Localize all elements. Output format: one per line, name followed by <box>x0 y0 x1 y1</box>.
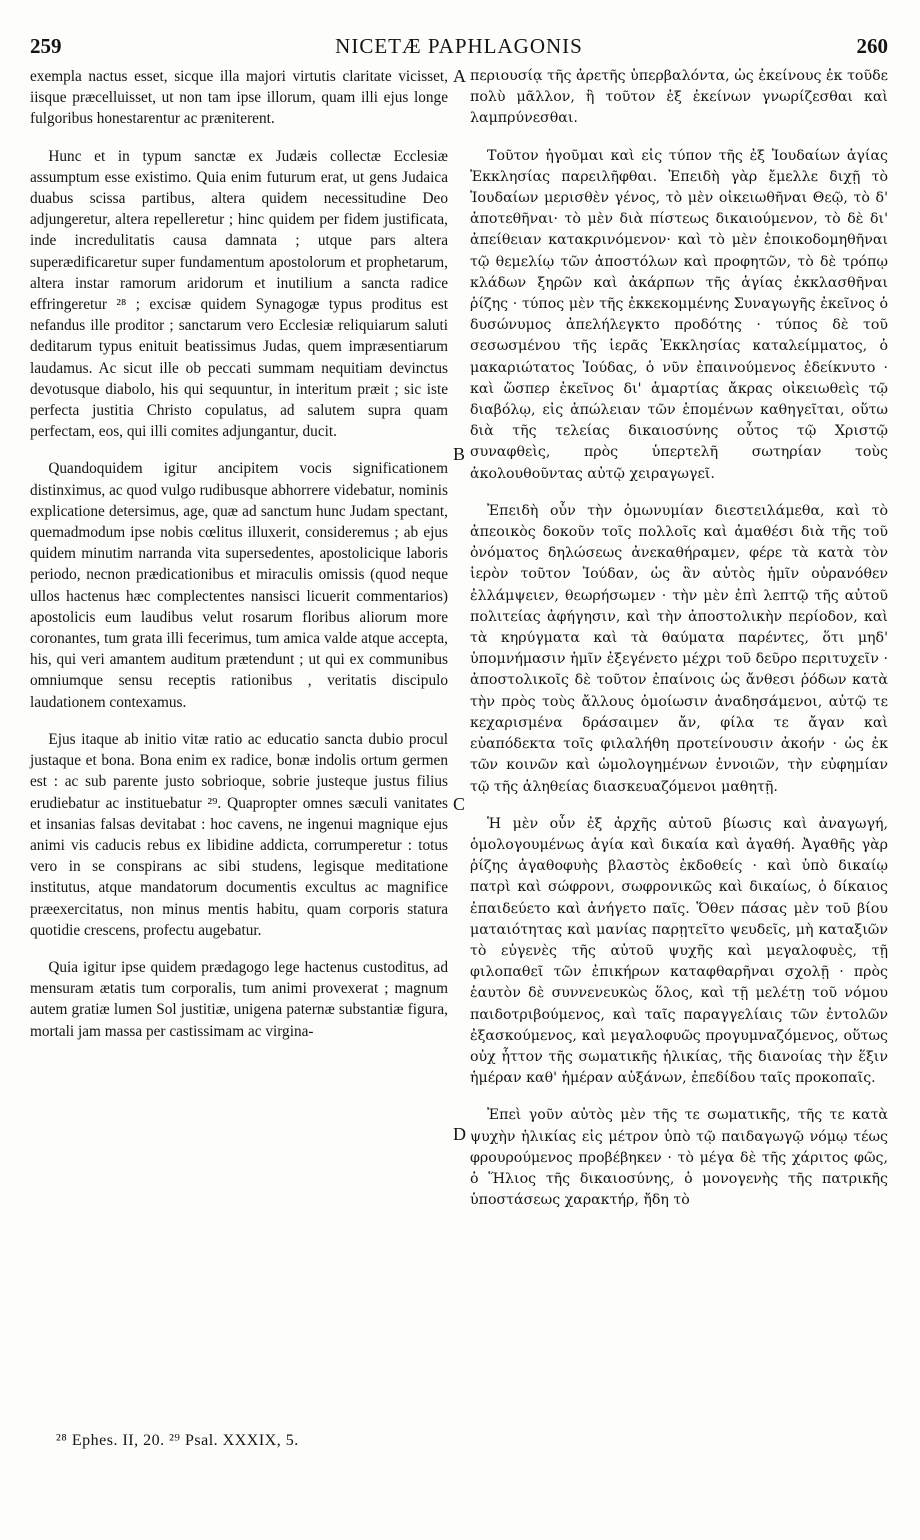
greek-column <box>470 66 888 1227</box>
margin-marker-d: D <box>453 1124 466 1144</box>
margin-marker-a: A <box>453 66 466 86</box>
greek-paragraph: Ἐπειδὴ οὖν τὴν ὁμωνυμίαν διεστειλάμεθα, καὶ τὸ ἀπεοικὸς δοκοῦν τοῖς πολλοῖς καὶ ἀμαθέσι διὰ τῆς τοῦ ὀνόματος δηλώσεως ἀνεκαθήραμεν, φέρε τὰ κατὰ τὸν ἱερὸν τοῦτον Ἰούδαν, ὡς ἂν αὐτὸς ἡμῖν οὐρανόθεν ἐλλάμψειεν, θεωρήσωμεν · τὴν μὲν ἐπὶ λεπτῷ τῆς αὐτοῦ πολιτείας ἀφήγησιν, καὶ τὴν ἀποστολικὴν περίοδον, καὶ τὰ κηρύγματα καὶ τὰ θαύματα παρέντες, ὅτι μηδ' ὑπομνήμασιν ἡμῖν ἐξεγένετο μέχρι τοῦ δεῦρο περιτυχεῖν · ἀποστολικοῖς δὲ τοῦτον ἐπαίνοις ὡς ἄνθεσι ῥόδων κατὰ τὴν πρὸς τοὺς ἄλλους ὁμοίωσιν ἀναδησάμενοι, αὐτῷ τε κεχαρισμένα δράσαιμεν ἄν, φίλα τε ἄγαν καὶ εὐαπόδεκτα τοῖς φιλαλήθη προτείνουσιν ἀκοήν · ὡς ἐκ τῶν κοινῶν καὶ ὡμολογημένων ἐννοιῶν, τὴν εὐφημίαν τῷ τῆς ἀληθείας διασκευαζόμενοι μαθητῇ. <box>470 502 888 795</box>
margin-marker-b: B <box>453 444 466 464</box>
footnotes: ²⁸ Ephes. II, 20. ²⁹ Psal. XXXIX, 5. <box>56 1432 299 1449</box>
latin-column <box>30 66 448 1058</box>
greek-paragraph: Ἡ μὲν οὖν ἐξ ἀρχῆς αὐτοῦ βίωσις καὶ ἀναγωγή, ὁμολογουμένως ἁγία καὶ δικαία καὶ ἀγαθή. Ἀγαθῆς γὰρ ῥίζης ἀγαθοφυὴς βλαστὸς ἐκδοθείς · καὶ ὑπὸ δικαίῳ πατρὶ καὶ σώφρονι, σωφρονικῶς καὶ δικαίως, ὁ δίκαιος ἐπαιδεύετο καὶ ἀνήγετο παῖς. Ὅθεν πάσας μὲν τοῦ βίου ματαιότητας καὶ μανίας παρῃτεῖτο ψευδεῖς, μὴ καταξιῶν τὸ εὐγενὲς τῆς αὐτοῦ ψυχῆς καὶ μεγαλοφυὲς, τῇ φιλοπαθεῖ τῶν ἐπικήρων καταφθαρῆναι σχολῇ · πρὸς ἑαυτὸν δὲ συννενευκὼς ὅλος, καὶ τῇ μελέτῃ τοῦ νόμου παιδοτριβούμενος, καὶ ταῖς παραγγελίαις τῶν ἐντολῶν ἐξασκούμενος, καὶ μεγαλοφυῶς προγυμναζόμενος, οὕτως οὐχ ἧττον τῆς σωματικῆς ἡλικίας, τῆς διανοίας τὴν ἕξιν ἡμέραν καθ' ἡμέραν αὐξάνων, ἐπεδίδου ταῖς προκοπαῖς. <box>470 815 888 1087</box>
latin-paragraph: Ejus itaque ab initio vitæ ratio ac educatio sancta dubio procul justaque et bona. Bona enim ex radice, bonæ indolis ortum germen est : ac sub parente justo sobrioque, sobrie justeque justus filius erudiebatur ac instituebatur ²⁹. Quapropter omnes sæculi vanitates et insanias falsas devitabat : hoc cavens, ne ingenui magnique ejus animi vis caducis rebus ex libidine addicta, corrumperetur : totus vero in se conspirans ac sibi studens, legisque meditatione institutus, atque mandatorum documentis excultus ac magnifice præexercitatus, non minus mentis habitu, quam corporis statura quotidie crescens, profectu augebatur. <box>30 730 448 939</box>
page-header <box>30 34 888 62</box>
latin-paragraph: exempla nactus esset, sicque illa majori virtutis claritate vicisset, iisque præcelluisset, ut non tam ipse illorum, quam illi ejus longe fulgoribus honestarentur ac præniterent. <box>30 68 448 128</box>
latin-paragraph: Quandoquidem igitur ancipitem vocis significationem distinximus, ac quod vulgo rudibusque abhorrere videbatur, nominis explicatione detersimus, age, quæ ad sanctum hunc Judam spectant, quemadmodum ipse nobis cœlitus illuxerit, consideremus ; ab ejus quidem minutim narranda vita supersedentes, apostolicique laboris periodo, necnon prædicationibus et miraculis omissis (quod neque ullos hactenus hæc complectentes nansisci licuerit commentarios) apostolicis eum laudibus velut rosarum floribus aliorum more coronantes, tum grata illi fecerimus, tum amica valde atque accepta, his, qui veri amantem auditum prætendunt ; ut qui ex communibus omniumque sensu receptis rationibus , veritatis discipulo laudationem contexamus. <box>30 460 448 711</box>
greek-paragraph: περιουσίᾳ τῆς ἀρετῆς ὑπερβαλόντα, ὡς ἐκείνους ἐκ τοῦδε πολὺ μᾶλλον, ἢ τοῦτον ἐξ ἐκείνων γνωρίζεσθαι καὶ λαμπρύνεσθαι. <box>470 68 888 127</box>
greek-paragraph: Ἐπεὶ γοῦν αὐτὸς μὲν τῆς τε σωματικῆς, τῆς τε κατὰ ψυχὴν ἡλικίας εἰς μέτρον ὑπὸ τῷ παιδαγωγῷ νόμῳ τέως φρουρούμενος προβέβηκεν · τὸ μέγα δὲ τῆς χάριτος φῶς, ὁ Ἥλιος τῆς δικαιοσύνης, ὁ μονογενὴς τῆς πατρικῆς ὑποστάσεως χαρακτήρ, ἤδη τὸ <box>470 1107 888 1209</box>
greek-paragraph: Τοῦτον ἡγοῦμαι καὶ εἰς τύπον τῆς ἐξ Ἰουδαίων ἁγίας Ἐκκλησίας παρειλῆφθαι. Ἐπειδὴ γὰρ ἔμελλε διχῇ τὸ Ἰουδαίων μερισθὲν γένος, τὸ μὲν οἰκειωθῆναι Θεῷ, τὸ δ' ἀποτεθῆναι· τὸ μὲν διὰ πίστεως δικαιούμενον, τὸ δὲ δι' ἀπείθειαν κατακρινόμενον· καὶ τὸ μὲν ἐποικοδομηθῆναι τῷ θεμελίῳ τῶν ἀποστόλων καὶ προφητῶν, τὸ δὲ τρόπῳ κλάδων ξηρῶν καὶ ἀκάρπων τῆς ἁγίας ἐκκλασθῆναι ῥίζης · τύπος μὲν τῆς ἐκκεκομμένης Συναγωγῆς ἐκεῖνος ὁ δυσώνυμος ἀπελήλεγκτο προδότης · τύπος δὲ τοῦ σεσωσμένου τῆς ἱερᾶς Ἐκκλησίας καταλείμματος, ὁ μακαριώτατος Ἰούδας, ὁ νῦν ἐπαινούμενος ἐδείκνυτο · καὶ ὥσπερ ἐκεῖνος δι' ἁμαρτίας ἄκρας οἰκειωθεὶς τῷ διαβόλῳ, εἰς ἀπώλειαν τῶν ἑπομένων καθηγεῖται, οὕτω διὰ τῆς τελείας δικαιοσύνης οὗτος τῷ Χριστῷ συναφθεὶς, πρὸς ὑπερτελῆ σωτηρίαν τοὺς ἀκολουθοῦντας αὐτῷ χειραγωγεῖ. <box>470 147 888 482</box>
page-number-right: 260 <box>856 34 888 58</box>
latin-paragraph: Quia igitur ipse quidem prædagogo lege hactenus custoditus, ad mensuram ætatis tum corporalis, tum animi provexerat ; magnum autem gratiæ lumen Sol justitiæ, unigena paternæ substantiæ figura, mortali jam massa per castissimam ac virgina- <box>30 958 448 1040</box>
page-number-left: 259 <box>30 34 62 58</box>
running-title: NICETÆ PAPHLAGONIS <box>335 34 583 58</box>
margin-marker-c: C <box>453 794 466 814</box>
latin-paragraph: Hunc et in typum sanctæ ex Judæis collectæ Ecclesiæ assumptum esse existimo. Quia enim futurum erat, ut gens Judaica duabus scissa partibus, altera quidem necessitudine Deo adjungeretur, altera repelleretur ; hinc quidem per fidem justificata, inde incredulitatis causa damnata ; utque pars altera superædificaretur super fundamentum apostolorum et prophetarum, altera instar ramorum aridorum et inutilium a sancta radice effringeretur ²⁸ ; excisæ quidem Synagogæ typus proditus est nefandus ille proditor ; sanctarum vero Ecclesiæ reliquiarum saluti deditarum typus enituit beatissimus Judas, quem impræsentiarum laudamus. Ac sicut ille ob peccati summam nequitiam devinctus devotusque diabolo, his qui sequuntur, in interitum præit ; sic iste perfecta justitia Christo copulatus, ad salutem supra quam perfectam, eos, qui illi comites adjungantur, ducit. <box>30 147 448 441</box>
